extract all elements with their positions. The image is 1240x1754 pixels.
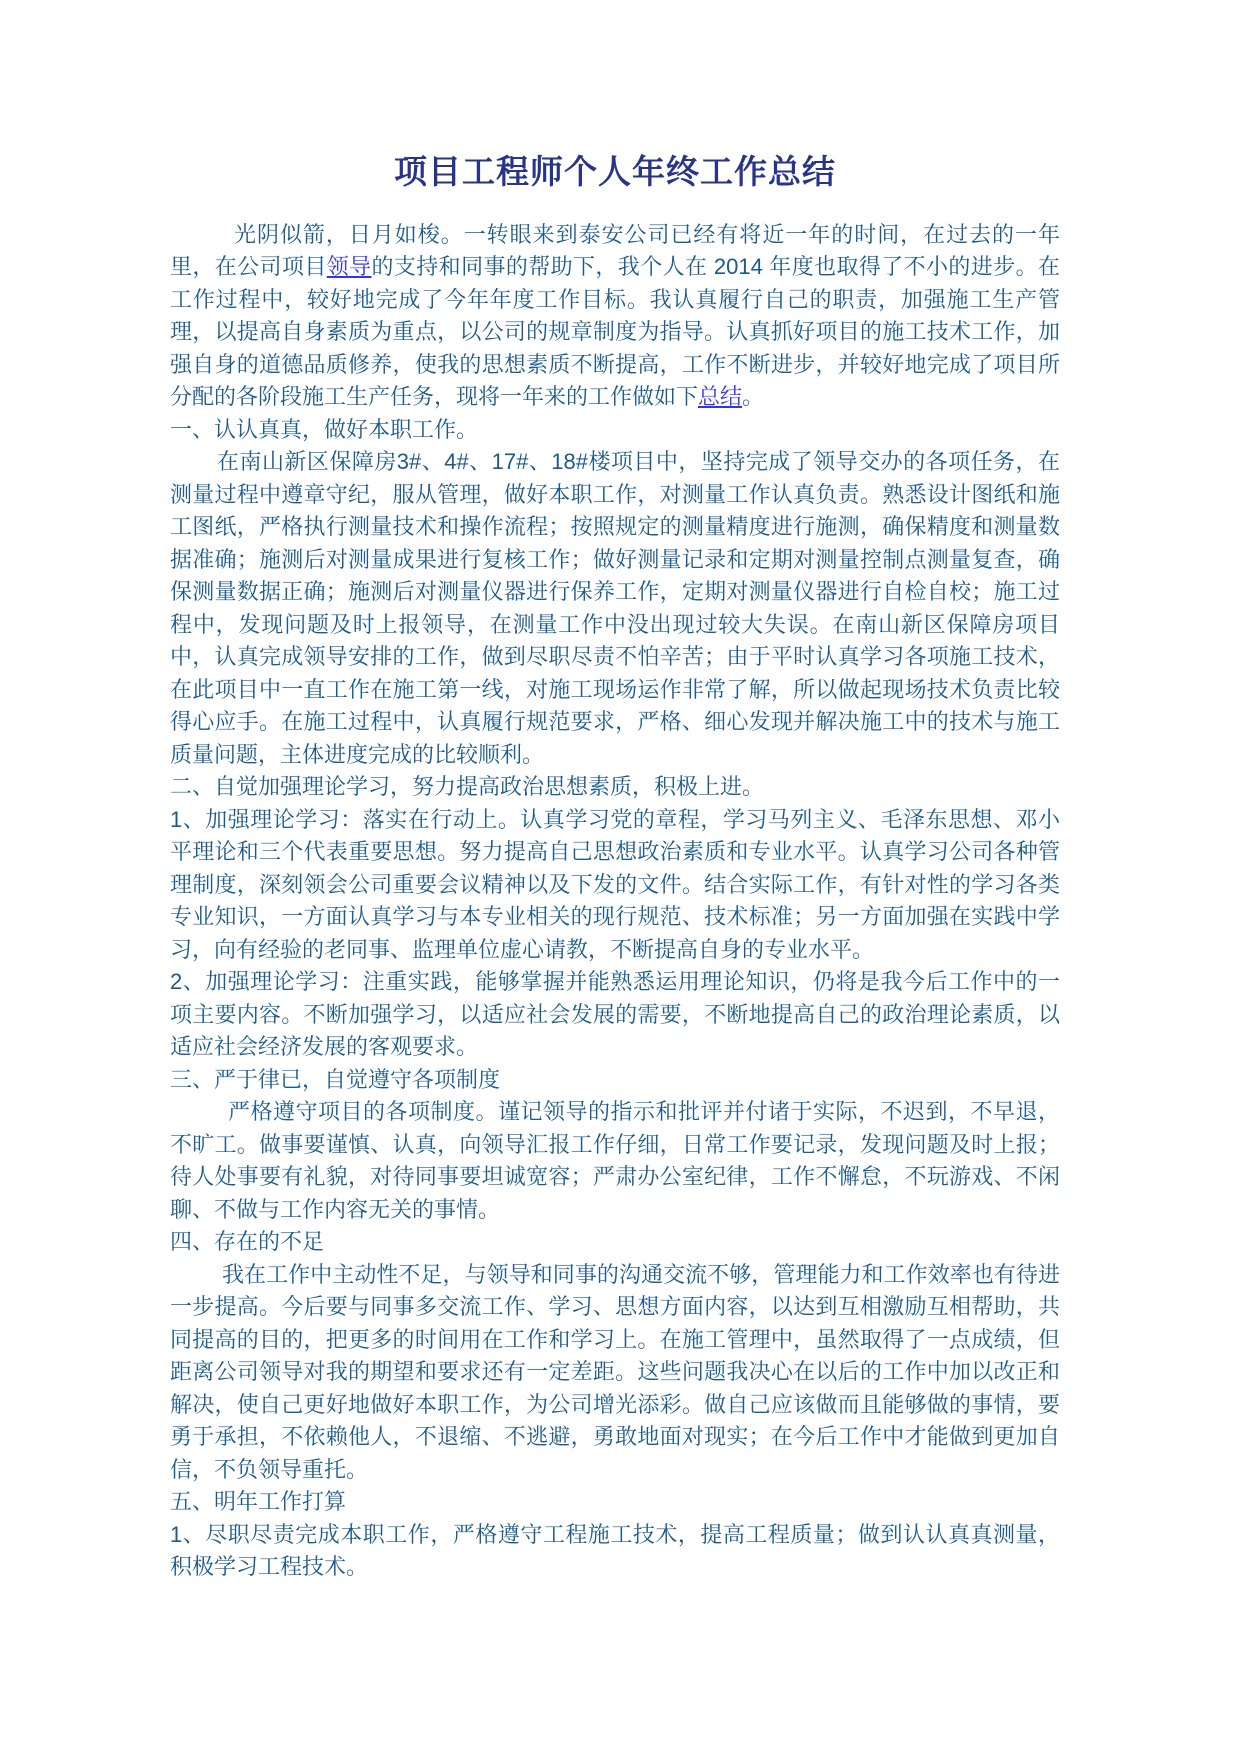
paragraph: 二、自觉加强理论学习，努力提高政治思想素质，积极上进。 — [170, 774, 765, 800]
paragraph: 1、尽职尽责完成本职工作，严格遵守工程施工技术，提高工程质量；做到认认真真测量，积极学习工程技术。 — [170, 1521, 1060, 1580]
paragraph: 五、明年工作打算 — [170, 1489, 347, 1515]
paragraph: 严格遵守项目的各项制度。谨记领导的指示和批评并付诸于实际，不迟到，不早退，不旷工。做事要谨慎、认真，向领导汇报工作仔细，日常工作要记录，发现问题及时上报；待人处事要有礼貌，对待同事要坦诚宽容；严肃办公室纪律，工作不懈怠，不玩游戏、不闲聊、不做与工作内容无关的事情。 — [170, 1099, 1060, 1222]
inline-link[interactable]: 总结 — [698, 384, 743, 410]
paragraph: 四、存在的不足 — [170, 1229, 325, 1255]
document-body — [170, 219, 1060, 1584]
paragraph: 一、认认真真，做好本职工作。 — [170, 416, 479, 442]
document-title: 项目工程师个人年终工作总结 — [394, 153, 836, 190]
paragraph: 在南山新区保障房3#、4#、17#、18#楼项目中，坚持完成了领导交办的各项任务，在测量过程中遵章守纪，服从管理，做好本职工作，对测量工作认真负责。熟悉设计图纸和施工图纸，严格执行测量技术和操作流程；按照规定的测量精度进行施测，确保精度和测量数据准确；施测后对测量成果进行复核工作；做好测量记录和定期对测量控制点测量复查，确保测量数据正确；施测后对测量仪器进行保养工作，定期对测量仪器进行自检自校；施工过程中，发现问题及时上报领导，在测量工作中没出现过较大失误。在南山新区保障房项目中，认真完成领导安排的工作，做到尽职尽责不怕辛苦；由于平时认真学习各项施工技术，在此项目中一直工作在施工第一线，对施工现场运作非常了解，所以做起现场技术负责比较得心应手。在施工过程中，认真履行规范要求，严格、细心发现并解决施工中的技术与施工质量问题，主体进度完成的比较顺利。 — [170, 449, 1060, 767]
paragraph: 我在工作中主动性不足，与领导和同事的沟通交流不够，管理能力和工作效率也有待进一步提高。今后要与同事多交流工作、学习、思想方面内容，以达到互相激励互相帮助，共同提高的目的，把更多的时间用在工作和学习上。在施工管理中，虽然取得了一点成绩，但距离公司领导对我的期望和要求还有一定差距。这些问题我决心在以后的工作中加以改正和解决，使自己更好地做好本职工作，为公司增光添彩。做自己应该做而且能够做的事情，要勇于承担，不依赖他人，不退缩、不逃避，勇敢地面对现实；在今后工作中才能做到更加自信，不负领导重托。 — [170, 1261, 1060, 1482]
paragraph: 三、严于律已，自觉遵守各项制度 — [170, 1066, 501, 1092]
paragraph: 1、加强理论学习：落实在行动上。认真学习党的章程，学习马列主义、毛泽东思想、邓小平理论和三个代表重要思想。努力提高自己思想政治素质和专业水平。认真学习公司各种管理制度，深刻领会公司重要会议精神以及下发的文件。结合实际工作，有针对性的学习各类专业知识，一方面认真学习与本专业相关的现行规范、技术标准；另一方面加强在实践中学习，向有经验的老同事、监理单位虚心请教，不断提高自身的专业水平。 — [170, 806, 1060, 962]
inline-link[interactable]: 领导 — [326, 254, 372, 280]
paragraph: 光阴似箭，日月如梭。一转眼来到泰安公司已经有将近一年的时间，在过去的一年里，在公司项目领导的支持和同事的帮助下，我个人在 2014 年度也取得了不小的进步。在工作过程中，较好地完成了今年年度工作目标。我认真履行自己的职责，加强施工生产管理，以提高自身素质为重点，以公司的规章制度为指导。认真抓好项目的施工技术工作，加强自身的道德品质修养，使我的思想素质不断提高，工作不断进步，并较好地完成了项目所分配的各阶段施工生产任务，现将一年来的工作做如下总结。 — [170, 221, 1060, 410]
paragraph: 2、加强理论学习：注重实践，能够掌握并能熟悉运用理论知识，仍将是我今后工作中的一项主要内容。不断加强学习，以适应社会发展的需要，不断地提高自己的政治理论素质，以适应社会经济发展的客观要求。 — [170, 969, 1060, 1060]
